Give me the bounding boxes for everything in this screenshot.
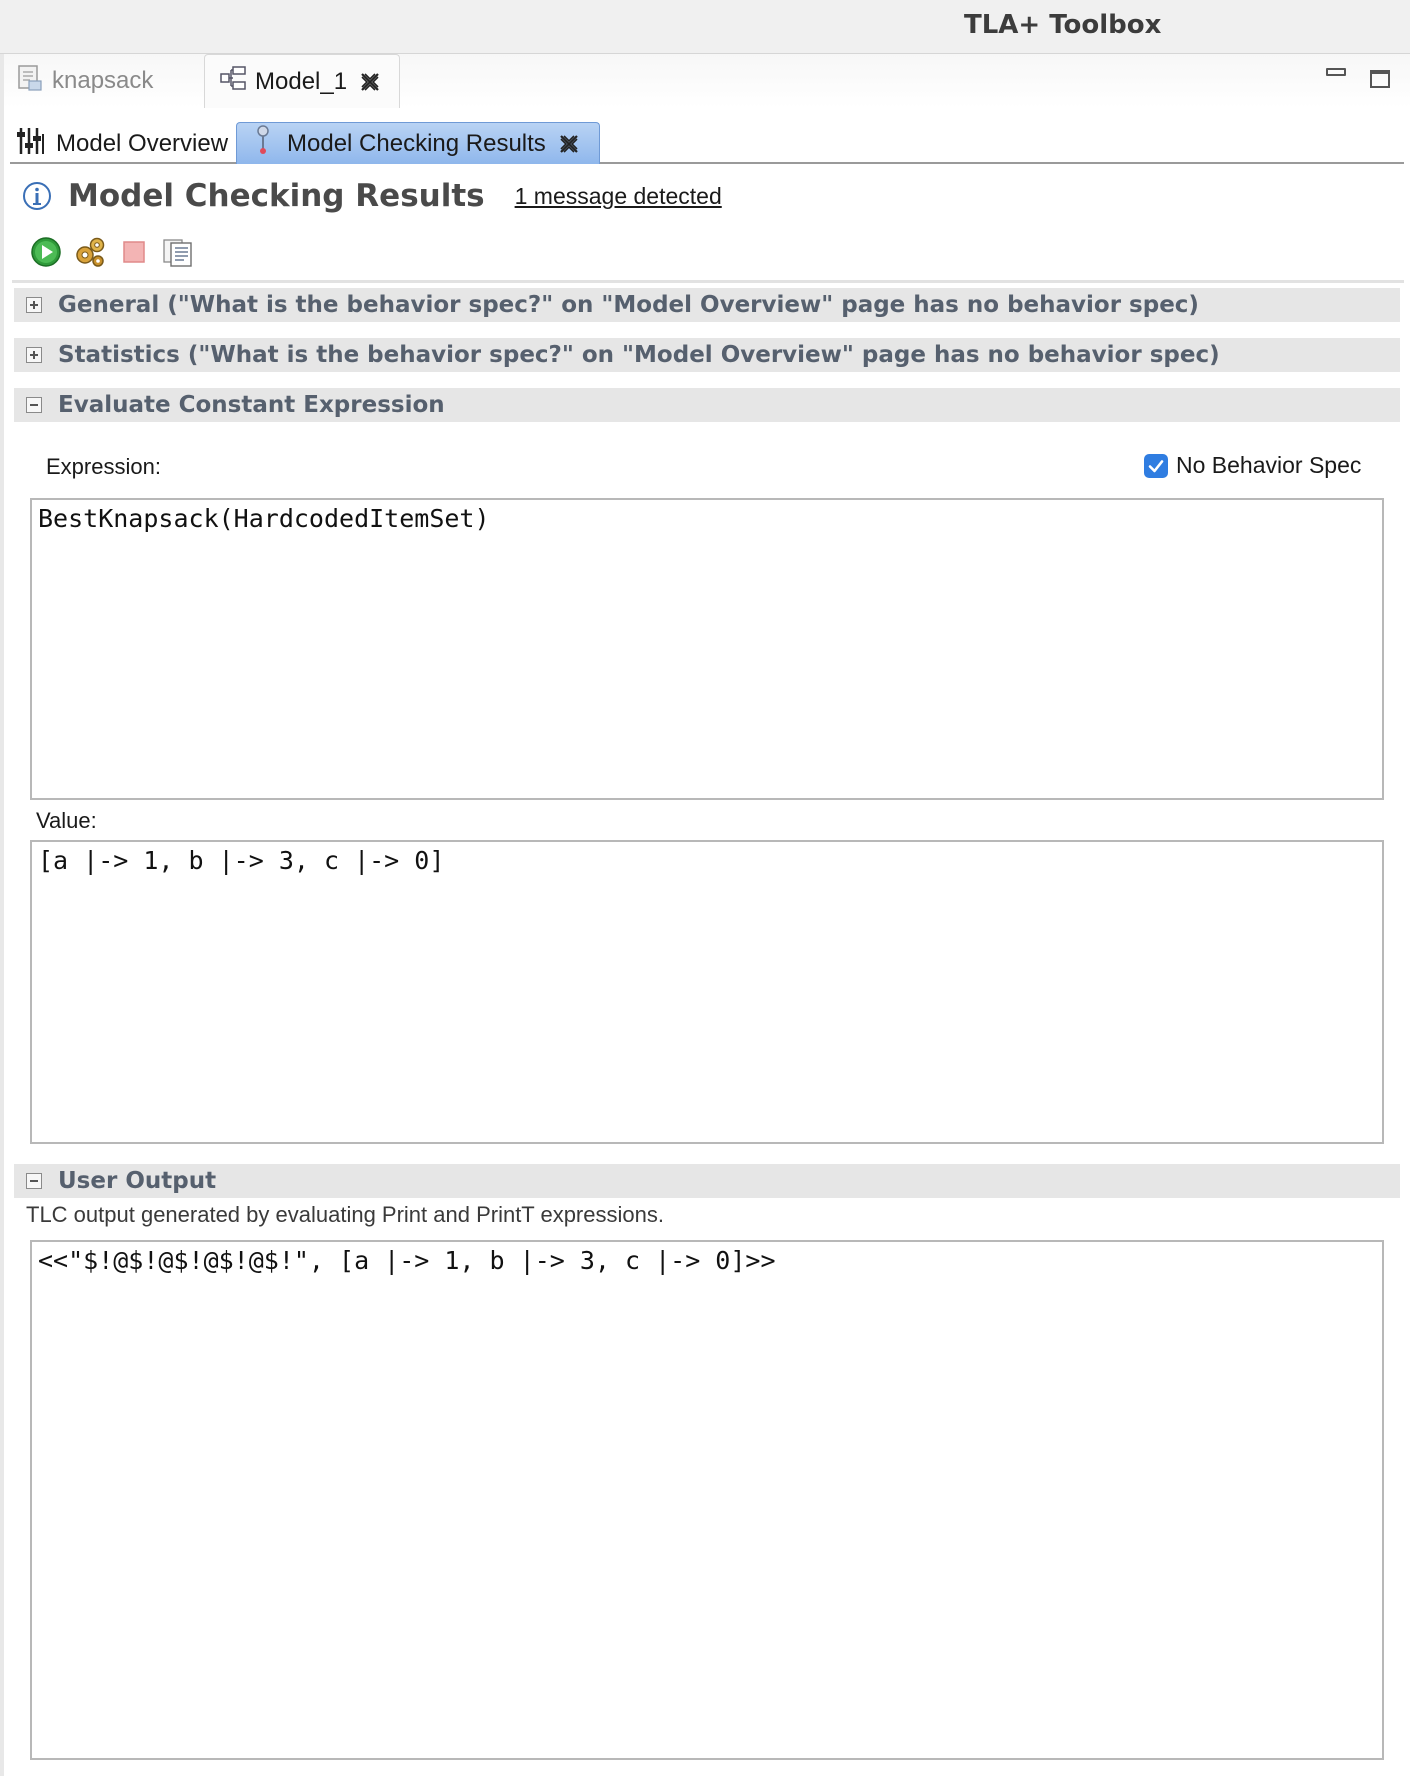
close-icon[interactable] [558,133,580,155]
collapse-icon[interactable] [26,1173,42,1189]
no-behavior-spec-checkbox[interactable] [1144,454,1168,478]
editor-tab-knapsack[interactable] [16,54,153,108]
window-title: TLA+ Toolbox [964,10,1162,40]
info-icon [22,181,52,211]
window-left-edge [0,54,4,1776]
value-output[interactable]: [a |-> 1, b |-> 3, c |-> 0] [30,840,1384,1144]
tab-model-overview[interactable] [16,124,228,164]
maximize-icon[interactable] [1370,70,1390,88]
run-custom-button[interactable] [72,236,108,272]
collapse-icon[interactable] [26,397,42,413]
section-user-output-header[interactable] [14,1164,1400,1198]
close-icon[interactable] [359,71,381,93]
form-header [22,174,722,218]
results-toolbar [28,236,204,272]
play-icon [30,236,62,273]
stop-icon [121,239,147,270]
section-title: User Output [58,1168,217,1194]
pin-icon [251,125,275,162]
stop-button[interactable] [116,236,152,272]
section-title: Statistics ("What is the behavior spec?" on "Model Overview" page has no behavior spec) [58,342,1220,368]
header-divider [12,280,1404,283]
expression-input[interactable]: BestKnapsack(HardcodedItemSet) [30,498,1384,800]
expand-icon[interactable] [26,297,42,313]
tab-label: Model Checking Results [287,129,546,157]
section-evaluate-header[interactable] [14,388,1400,422]
gears-icon [73,235,107,274]
run-tlc-button[interactable] [28,236,64,272]
editor-tab-model[interactable] [204,54,400,108]
window-titlebar [0,0,1410,54]
editor-tab-label: knapsack [52,67,154,94]
expression-label: Expression: [46,454,161,479]
messages-link[interactable]: 1 message detected [514,182,722,209]
model-icon [219,64,247,99]
expand-icon[interactable] [26,347,42,363]
section-title: General ("What is the behavior spec?" on "Model Overview" page has no behavior spec) [58,292,1199,318]
sliders-icon [16,126,46,163]
document-icon [162,236,194,273]
user-output-text[interactable]: <<"$!@$!@$!@$!@$!", [a |-> 1, b |-> 3, c |-> 0]>> [30,1240,1384,1760]
open-output-button[interactable] [160,236,196,272]
editor-tab-label: Model_1 [255,67,348,95]
page-title: Model Checking Results [68,178,485,214]
page-tab-bar [10,120,1404,164]
no-behavior-spec-option[interactable] [1144,452,1361,479]
value-label: Value: [36,808,97,833]
section-title: Evaluate Constant Expression [58,392,445,418]
minimize-icon[interactable] [1326,68,1346,76]
tab-label: Model Overview [56,130,229,157]
section-general-header[interactable] [14,288,1400,322]
user-output-description: TLC output generated by evaluating Print and PrintT expressions. [26,1202,664,1227]
tab-model-checking-results[interactable] [236,122,600,164]
no-behavior-spec-label: No Behavior Spec [1176,452,1362,478]
section-statistics-header[interactable] [14,338,1400,372]
spec-file-icon [16,64,44,99]
checkmark-icon [1147,457,1165,475]
editor-tab-bar [4,54,1410,108]
